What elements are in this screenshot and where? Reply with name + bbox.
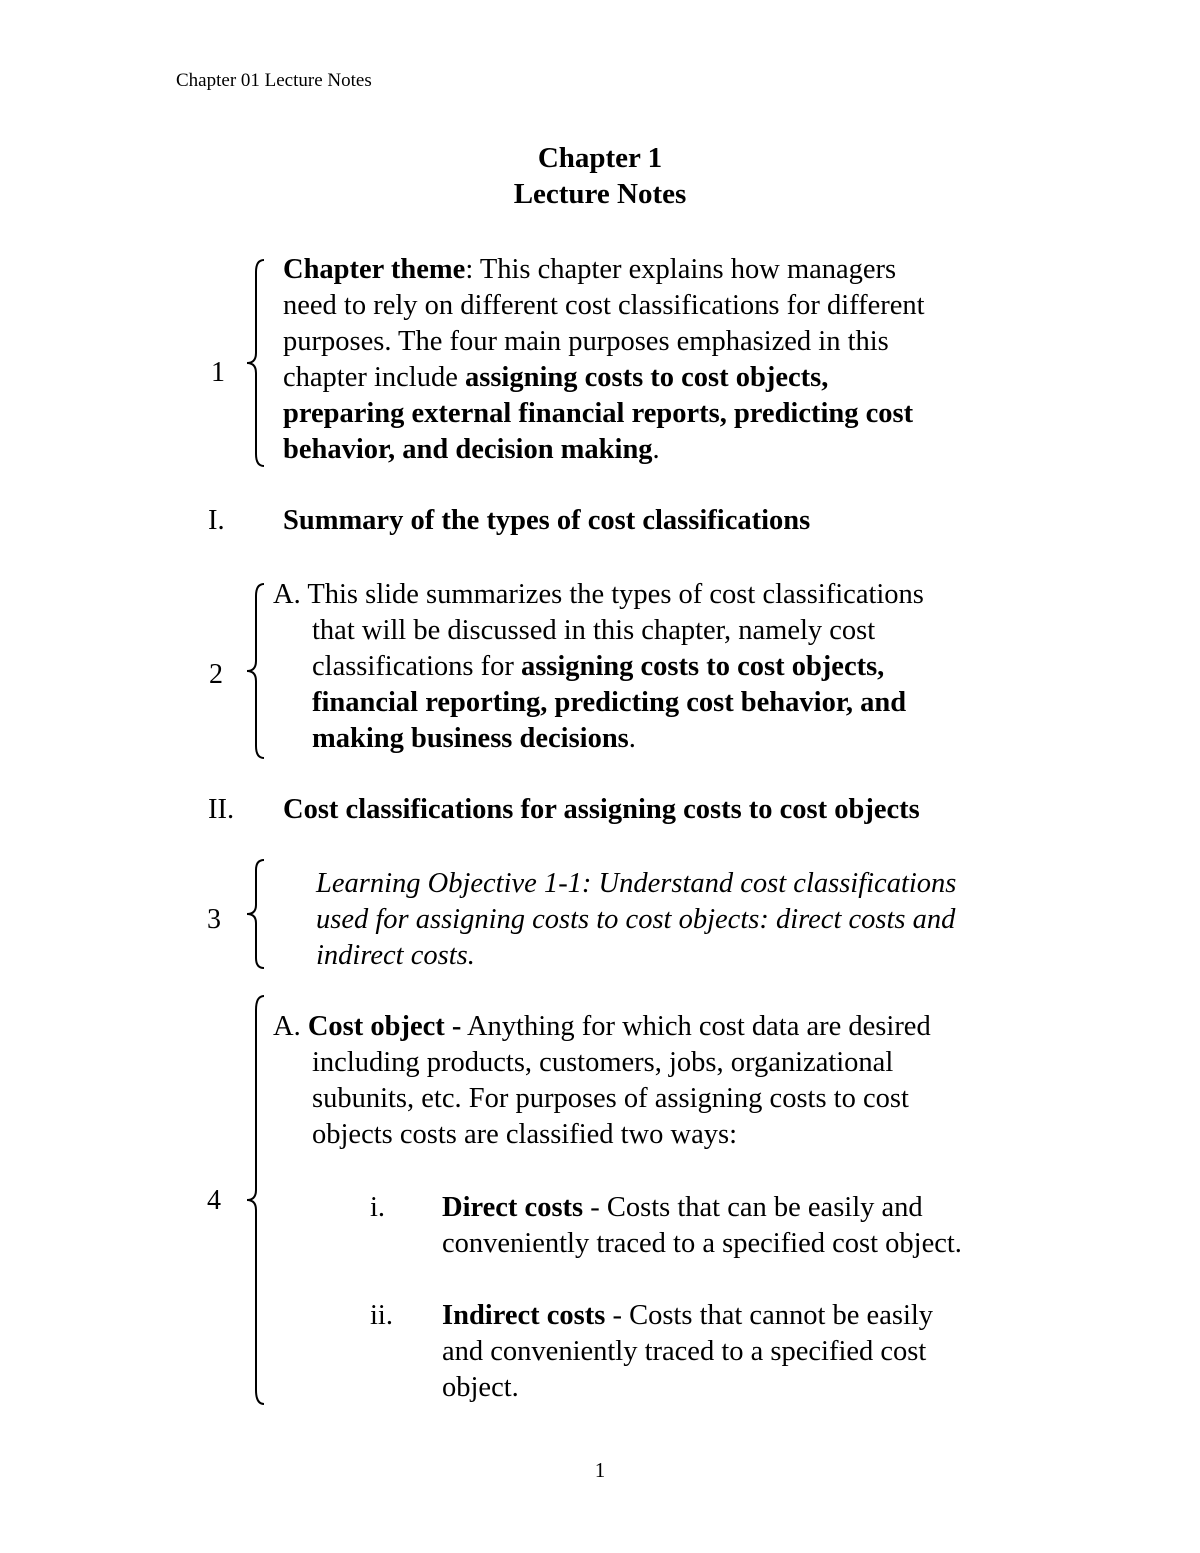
section-title: Summary of the types of cost classifications (283, 505, 811, 536)
section-heading-2 (208, 794, 1058, 830)
page-number: 1 (594, 1458, 606, 1482)
slide-marker-1: 1 (211, 357, 225, 388)
document-title: Chapter 1 (537, 142, 663, 174)
brace-3 (244, 858, 268, 970)
slide-marker-2: 2 (209, 659, 223, 690)
types-summary-paragraph: A. This slide summarizes the types of cost classifications that will be discussed in this chapter, namely cost classifications for assigning costs to cost objects, financial reporting, predicting cost behavior, and making business decisions. (273, 579, 924, 754)
section-number: I. (208, 505, 225, 536)
section-heading-1 (208, 505, 1008, 541)
section-number: II. (208, 794, 235, 825)
running-header: Chapter 01 Lecture Notes (176, 70, 372, 91)
indirect-costs-term: Indirect costs (442, 1300, 606, 1331)
list-item-direct-costs: i. Direct costs - Costs that can be easily and conveniently traced to a specified cost object. (370, 1192, 962, 1259)
slide-marker-4: 4 (207, 1185, 221, 1216)
brace-2 (244, 582, 268, 760)
document-subtitle: Lecture Notes (513, 178, 687, 210)
list-item-indirect-costs: ii. Indirect costs - Costs that cannot be easily and conveniently traced to a specified cost object. (370, 1300, 934, 1403)
learning-objective-paragraph: Learning Objective 1-1: Understand cost classifications used for assigning costs to cost objects: direct costs and indirect costs. (316, 868, 957, 971)
list-item-number: i. (370, 1192, 386, 1223)
slide-marker-3: 3 (207, 904, 221, 935)
direct-costs-term: Direct costs (442, 1192, 584, 1223)
cost-object-paragraph: A. Cost object - Anything for which cost data are desired including products, customers, jobs, organizational subunits, etc. For purposes of assigning costs to cost objects costs are classified two ways: (273, 1011, 931, 1150)
section-title: Cost classifications for assigning costs to cost objects (283, 794, 920, 825)
list-item-number: ii. (370, 1300, 393, 1331)
brace-4 (244, 994, 268, 1406)
chapter-theme-paragraph: Chapter theme: This chapter explains how managers need to rely on different cost classifications for different purposes. The four main purposes emphasized in this chapter include assigning costs to cost objects, preparing external financial reports, predicting cost behavior, and decision making. (283, 254, 925, 465)
chapter-theme-label: Chapter theme (283, 254, 466, 285)
cost-object-term: Cost object - (307, 1011, 462, 1042)
brace-1 (244, 258, 268, 468)
